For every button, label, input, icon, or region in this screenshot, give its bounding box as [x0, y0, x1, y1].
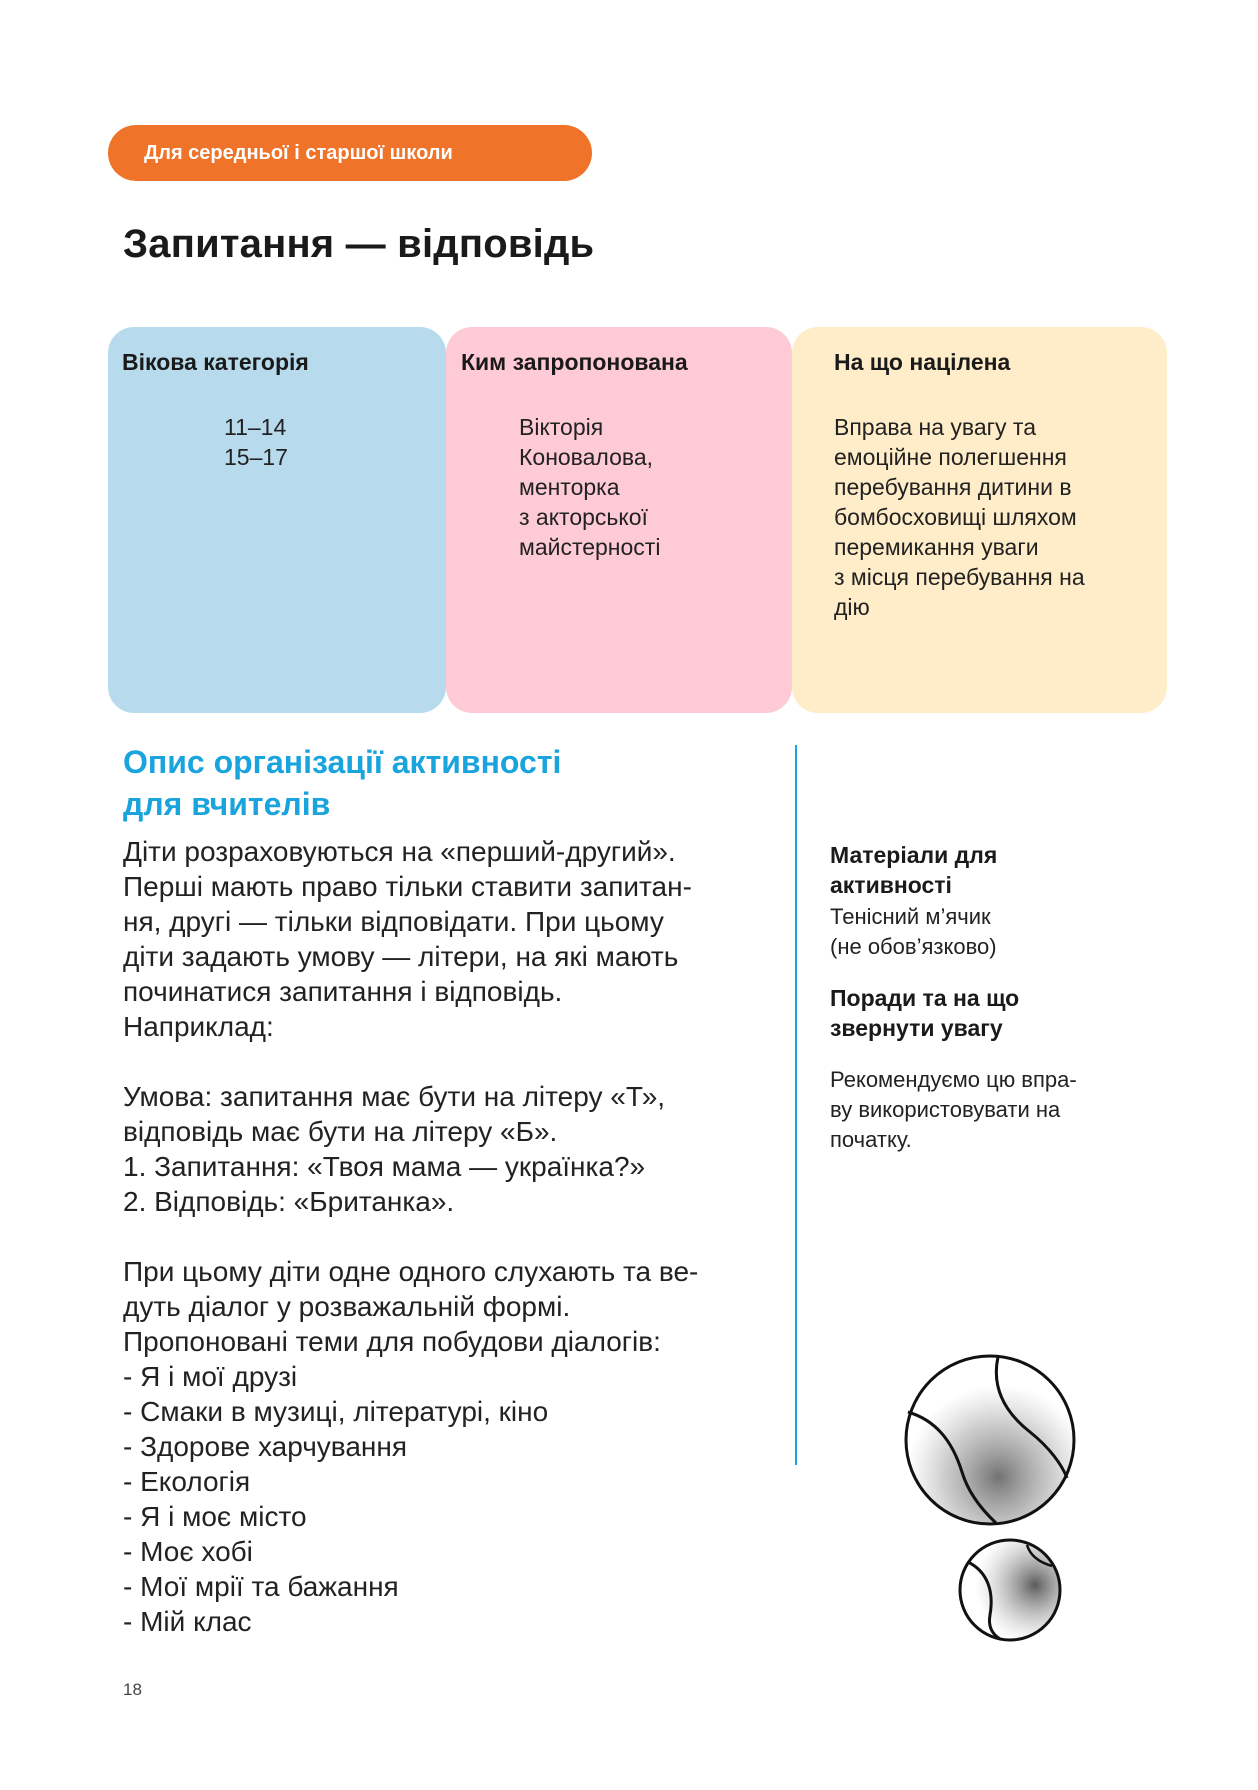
- goal-line: Вправа на увагу та: [834, 414, 1037, 440]
- goal-line: емоційне полегшення: [834, 444, 1067, 470]
- materials-block: [830, 840, 1160, 962]
- author-heading: Ким запропонована: [461, 349, 688, 375]
- large-ball: [906, 1356, 1074, 1524]
- author-line: Коновалова,: [519, 444, 654, 470]
- topic-list-item: - Здорове харчування: [123, 1431, 408, 1462]
- body-line: Діти розраховуються на «перший-другий».: [123, 836, 676, 867]
- section-title-line: Опис організації активності: [123, 744, 562, 780]
- topic-list-item: - Моє хобі: [123, 1536, 253, 1567]
- author-line: з акторської: [519, 504, 648, 530]
- body-line: Умова: запитання має бути на літеру «Т»,: [123, 1081, 666, 1112]
- audience-badge: Для середньої і старшої школи: [108, 125, 592, 181]
- author-text: [519, 412, 660, 562]
- goal-heading: На що націлена: [834, 349, 1011, 375]
- page-number: 18: [123, 1680, 142, 1699]
- paragraph-gap: [123, 1044, 783, 1079]
- author-line: майстерності: [519, 534, 661, 560]
- topic-list-item: - Мій клас: [123, 1606, 252, 1637]
- materials-heading-line: активності: [830, 872, 952, 898]
- age-category-values: [224, 412, 288, 472]
- activity-description: [123, 834, 783, 1639]
- body-line: діти задають умову — літери, на які мають: [123, 941, 679, 972]
- body-line: починатися запитання і відповідь.: [123, 976, 563, 1007]
- section-title-line: для вчителів: [123, 786, 331, 822]
- author-line: менторка: [519, 474, 620, 500]
- age-category-card: [108, 327, 446, 713]
- topic-list-item: - Я і моє місто: [123, 1501, 307, 1532]
- body-line: 1. Запитання: «Твоя мама — українка?»: [123, 1151, 646, 1182]
- age-range: 11–14: [224, 414, 287, 440]
- small-ball: [960, 1540, 1060, 1640]
- page-title: Запитання — відповідь: [123, 222, 595, 266]
- goal-line: з місця перебування на: [834, 564, 1085, 590]
- tips-text-line: Рекомендуємо цю впра-: [830, 1067, 1077, 1092]
- column-divider: [795, 745, 797, 1465]
- age-range: 15–17: [224, 444, 288, 470]
- goal-line: бомбосховищі шляхом: [834, 504, 1077, 530]
- topic-list-item: - Я і мої друзі: [123, 1361, 298, 1392]
- materials-heading: [830, 840, 1160, 900]
- body-line: ня, другі — тільки відповідати. При цьому: [123, 906, 664, 937]
- topic-list-item: - Мої мрії та бажання: [123, 1571, 399, 1602]
- goal-line: перебування дитини в: [834, 474, 1072, 500]
- goal-card: [792, 327, 1167, 713]
- body-line: Пропоновані теми для побудови діалогів:: [123, 1326, 661, 1357]
- tips-text-line: початку.: [830, 1127, 912, 1152]
- goal-line: перемикання уваги: [834, 534, 1039, 560]
- paragraph-gap: [123, 1219, 783, 1254]
- tips-heading-line: Поради та на що: [830, 985, 1020, 1011]
- materials-heading-line: Матеріали для: [830, 842, 998, 868]
- tips-text: [830, 1065, 1160, 1155]
- body-line: 2. Відповідь: «Британка».: [123, 1186, 455, 1217]
- body-line: Наприклад:: [123, 1011, 274, 1042]
- tennis-ball-icon: [880, 1340, 1120, 1650]
- goal-text: [834, 412, 1085, 622]
- topic-list-item: - Смаки в музиці, літературі, кіно: [123, 1396, 549, 1427]
- author-line: Вікторія: [519, 414, 604, 440]
- author-card: [446, 327, 792, 713]
- topic-list-item: - Екологія: [123, 1466, 251, 1497]
- body-line: дуть діалог у розважальній формі.: [123, 1291, 571, 1322]
- materials-text: [830, 902, 1160, 962]
- tips-block: [830, 983, 1160, 1155]
- body-line: При цьому діти одне одного слухають та ве-: [123, 1256, 699, 1287]
- materials-text-line: Тенісний м’ячик: [830, 904, 991, 929]
- materials-text-line: (не обов’язково): [830, 934, 997, 959]
- body-line: відповідь має бути на літеру «Б».: [123, 1116, 558, 1147]
- age-category-heading: Вікова категорія: [122, 349, 309, 375]
- tips-heading-line: звернути увагу: [830, 1015, 1003, 1041]
- body-line: Перші мають право тільки ставити запитан-: [123, 871, 692, 902]
- tips-heading: [830, 983, 1160, 1043]
- goal-line: дію: [834, 594, 870, 620]
- section-title: [123, 741, 561, 825]
- tips-text-line: ву використовувати на: [830, 1097, 1061, 1122]
